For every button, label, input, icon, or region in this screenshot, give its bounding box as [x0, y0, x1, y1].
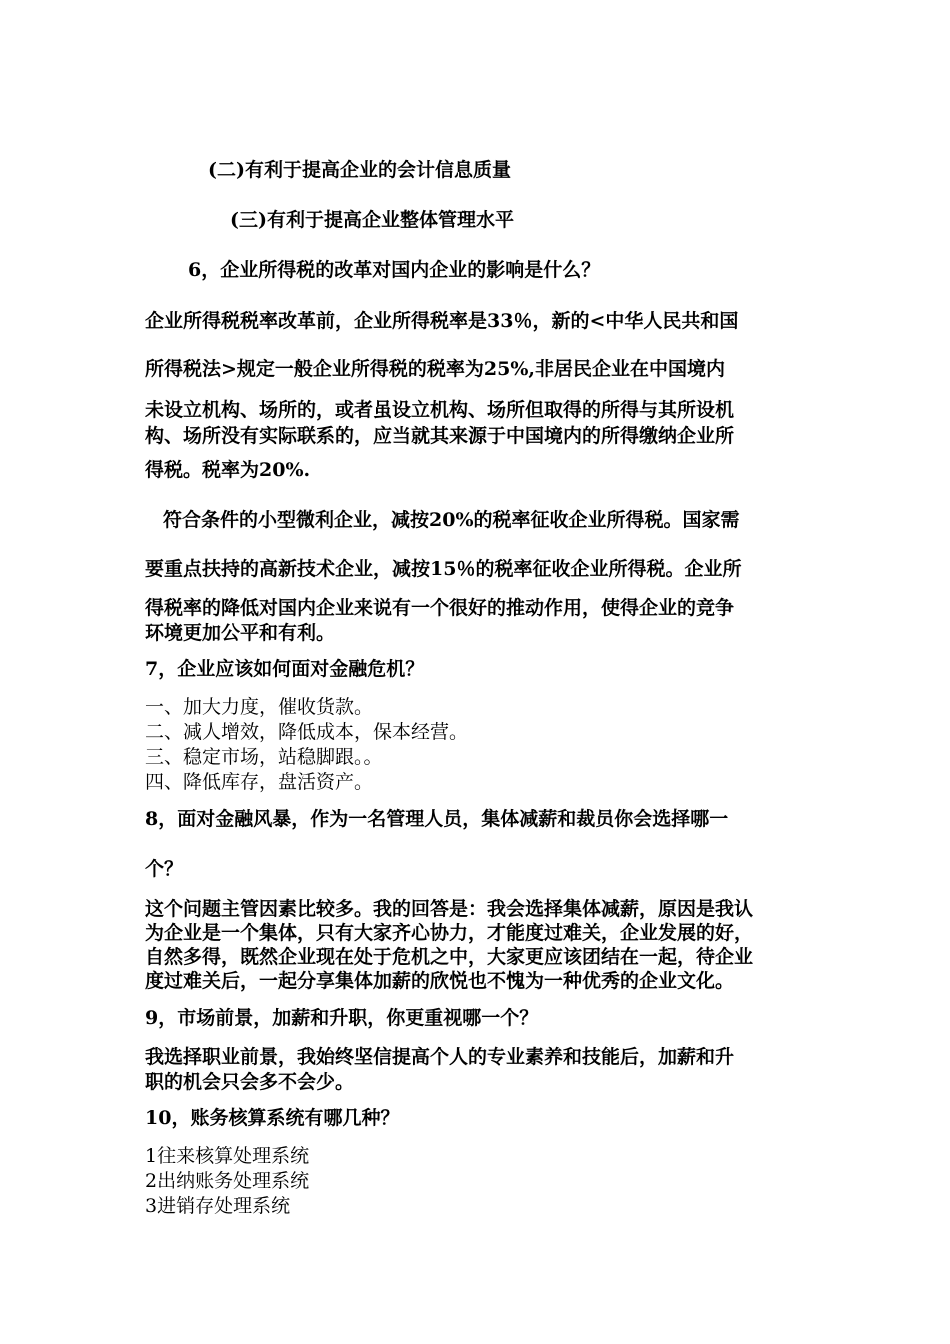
answer-10-item-2: 2出纳账务处理系统 — [145, 1170, 310, 1192]
answer-6-line-5: 得税。税率为20%. — [145, 459, 311, 481]
answer-6b-line-2: 要重点扶持的高新技术企业，减按15％的税率征收企业所得税。企业所 — [145, 558, 742, 580]
question-8-line-1: 8，面对金融风暴，作为一名管理人员，集体减薪和裁员你会选择哪一 — [145, 808, 729, 830]
question-9: 9，市场前景，加薪和升职，你更重视哪一个？ — [145, 1007, 539, 1029]
answer-7-item-2: 二、减人增效，降低成本，保本经营。 — [145, 721, 469, 743]
answer-6-line-4: 构、场所没有实际联系的，应当就其来源于中国境内的所得缴纳企业所 — [145, 425, 735, 447]
answer-9-line-1: 我选择职业前景，我始终坚信提高个人的专业素养和技能后，加薪和升 — [145, 1046, 735, 1068]
answer-10-item-1: 1往来核算处理系统 — [145, 1145, 310, 1167]
answer-8-line-1: 这个问题主管因素比较多。我的回答是：我会选择集体减薪，原因是我认 — [145, 898, 754, 920]
section-heading-2: (二)有利于提高企业的会计信息质量 — [208, 159, 511, 181]
answer-6-line-3: 未设立机构、场所的，或者虽设立机构、场所但取得的所得与其所设机 — [145, 399, 735, 421]
answer-6b-line-3: 得税率的降低对国内企业来说有一个很好的推动作用，使得企业的竞争 — [145, 597, 735, 619]
question-8-line-2: 个？ — [145, 858, 184, 880]
answer-9-line-2: 职的机会只会多不会少。 — [145, 1071, 355, 1093]
answer-7-item-1: 一、加大力度，催收货款。 — [145, 696, 374, 718]
answer-8-line-2: 为企业是一个集体，只有大家齐心协力，才能度过难关，企业发展的好， — [145, 922, 754, 944]
answer-8-line-4: 度过难关后，一起分享集体加薪的欣悦也不愧为一种优秀的企业文化。 — [145, 970, 735, 992]
answer-6b-line-1: 符合条件的小型微利企业，减按20%的税率征收企业所得税。国家需 — [163, 509, 740, 531]
section-heading-3: (三)有利于提高企业整体管理水平 — [230, 209, 514, 231]
question-6: 6，企业所得税的改革对国内企业的影响是什么？ — [188, 259, 601, 281]
answer-6-line-2: 所得税法>规定一般企业所得税的税率为25%,非居民企业在中国境内 — [145, 358, 726, 380]
question-7: 7，企业应该如何面对金融危机？ — [145, 658, 425, 680]
question-10: 10，账务核算系统有哪几种？ — [145, 1107, 400, 1129]
answer-10-item-3: 3进销存处理系统 — [145, 1195, 291, 1217]
answer-6-line-1: 企业所得税税率改革前，企业所得税率是33％，新的<中华人民共和国 — [145, 310, 739, 332]
answer-7-item-4: 四、降低库存，盘活资产。 — [145, 771, 374, 793]
answer-8-line-3: 自然多得，既然企业现在处于危机之中，大家更应该团结在一起，待企业 — [145, 946, 754, 968]
answer-6b-line-4: 环境更加公平和有利。 — [145, 622, 336, 644]
answer-7-item-3: 三、稳定市场，站稳脚跟。。 — [145, 746, 383, 768]
